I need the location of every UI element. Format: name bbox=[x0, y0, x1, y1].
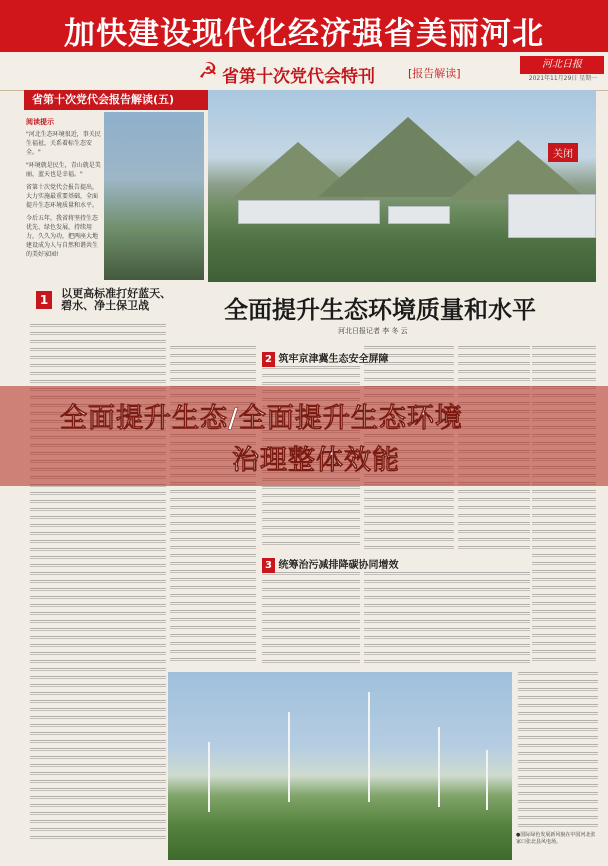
special-issue-sublabel: [报告解读] bbox=[408, 67, 461, 80]
wind-turbine bbox=[486, 750, 488, 810]
body-text-column bbox=[364, 572, 530, 668]
series-banner: 省第十次党代会报告解读(五) bbox=[24, 90, 222, 110]
wind-turbine bbox=[208, 742, 210, 812]
paper-logo: 河北日报 bbox=[520, 56, 604, 74]
section-number: 2 bbox=[262, 352, 275, 367]
byline: 河北日报记者 李 冬 云 bbox=[338, 327, 408, 335]
reading-tip-paragraph: "环境就是民生，青山就是美丽，蓝天也是幸福。" bbox=[26, 162, 101, 178]
wind-farm-photo bbox=[168, 672, 512, 860]
party-emblem-icon: ☭ bbox=[198, 59, 218, 84]
special-issue-bar bbox=[0, 52, 608, 91]
video-title-overlay bbox=[0, 386, 608, 486]
reading-tip-paragraph: "河北生态环境很近，事关民生福祉，关系着标生态安全。" bbox=[26, 131, 101, 156]
reading-tip-paragraph: 今后五年，我省将坚持生态优先、绿色发展，持续用力，久久为功，把两座大地建设成为人与自然和谐共生的美好家园! bbox=[26, 215, 99, 258]
section-3-heading bbox=[262, 556, 398, 573]
section-1-heading bbox=[36, 288, 186, 318]
reading-tip-paragraph: 省第十次党代会报告提出，大力实施最重要基础，全面提升生态环境质量和水平。 bbox=[26, 184, 99, 209]
factory-building bbox=[238, 200, 380, 224]
section-title: 以更高标准打好蓝天、碧水、净土保卫战 bbox=[61, 287, 172, 312]
paper-meta: 2021年11月29日 星期一 bbox=[528, 75, 598, 82]
photo-tag: 关闭 bbox=[548, 143, 578, 162]
photo-caption: ●国际绿色发展新风貌在中国河北张家口张北县风电场。 bbox=[516, 832, 596, 845]
main-photo bbox=[208, 90, 596, 282]
section-number: 3 bbox=[262, 558, 275, 573]
factory-building bbox=[388, 206, 450, 224]
body-text-column bbox=[262, 572, 360, 668]
headline: 全面提升生态环境质量和水平 bbox=[224, 296, 536, 324]
masthead-title: 加快建设现代化经济强省美丽河北 bbox=[64, 16, 544, 52]
section-title: 筑牢京津冀生态安全屏障 bbox=[278, 354, 389, 365]
reading-tips bbox=[26, 118, 102, 278]
section-2-heading bbox=[262, 350, 388, 367]
section-number: 1 bbox=[36, 291, 52, 309]
wind-turbine bbox=[368, 692, 370, 802]
section-title: 统筹治污减排降碳协同增效 bbox=[278, 560, 399, 571]
side-photo bbox=[104, 112, 204, 280]
wind-turbine bbox=[288, 712, 290, 802]
overlay-title-line-1: 全面提升生态/全面提升生态环境 bbox=[60, 403, 463, 434]
overlay-title-line-2: 治理整体效能 bbox=[232, 445, 400, 476]
body-text-column bbox=[518, 672, 598, 828]
wind-turbine bbox=[438, 727, 440, 807]
factory-building bbox=[508, 194, 596, 238]
masthead bbox=[0, 0, 608, 52]
reading-tips-heading: 阅读提示 bbox=[26, 118, 54, 126]
special-issue-label: 省第十次党代会特刊 bbox=[222, 67, 375, 87]
